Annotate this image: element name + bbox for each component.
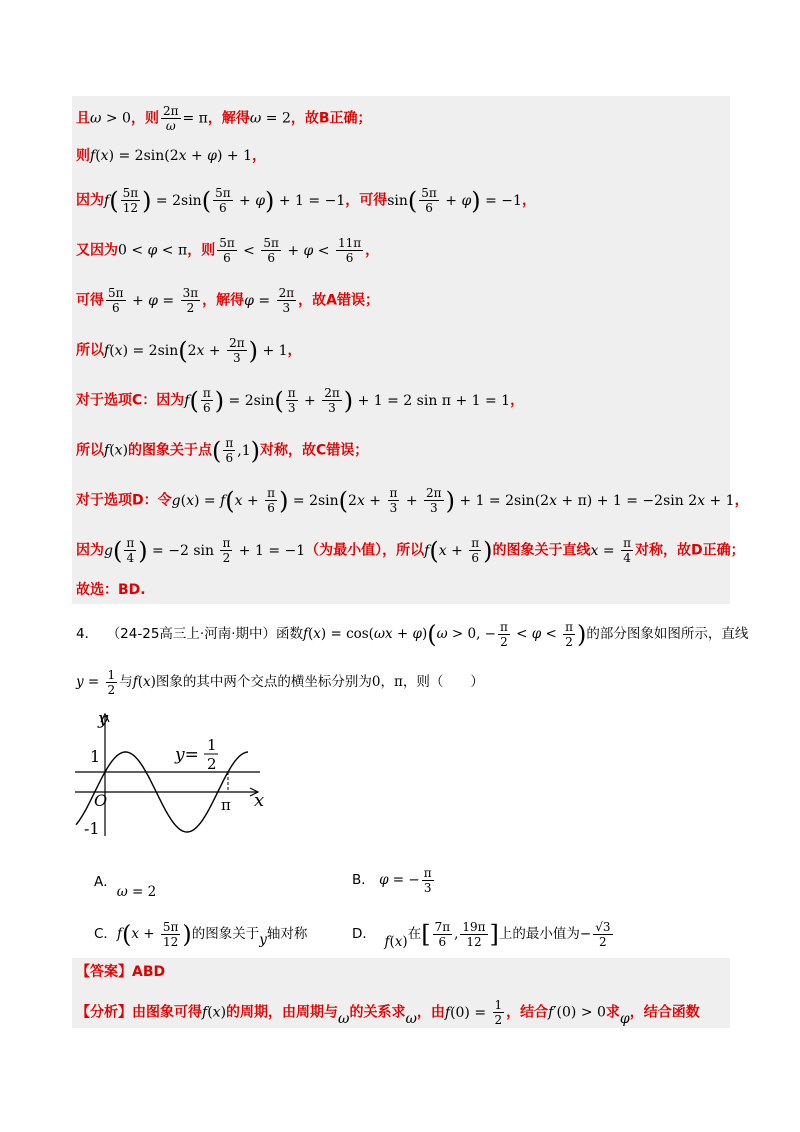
solution-line-5: 可得 $\frac{5\pi}{6}$ + φ = $\frac{3\pi}{2}$ ，解得φ = $\frac{2\pi}{3}$ ，故A错误；: [76, 286, 379, 315]
line-label-den: 2: [207, 755, 217, 773]
solution-line-1: 且ω > 0，则 $\frac{2\pi}{\omega}$ = π，解得ω = 2，故B正确；: [76, 104, 372, 133]
option-D[interactable]: D． f(x)在[ $\frac{7\pi}{6}$ , $\frac{19\pi}{12}$ ]上的最小值为− $\frac{√3}{2}$: [352, 920, 611, 950]
x-axis-label: x: [254, 790, 265, 811]
solution-line-4: 又因为0 < φ < π，则 $\frac{5\pi}{6}$ < $\frac{5\pi}{6}$ + φ < $\frac{11\pi}{6}$ ，: [76, 236, 380, 265]
solution-line-8: 所以f(x)的图象关于点( $\frac{\pi}{6}$ ,1)对称，故C错误；: [76, 436, 369, 465]
solution-line-7: 对于选项C：因为f( $\frac{\pi}{6}$ ) = 2sin( $\frac{\pi}{3}$ + $\frac{2\pi}{3}$ ) + 1 = 2 sin π + 1 = 1，: [76, 386, 525, 415]
option-A[interactable]: A．ω = 2: [94, 874, 157, 900]
origin-label: O: [94, 791, 108, 810]
solution-line-10: 因为g( $\frac{\pi}{4}$ ) = −2 sin $\frac{\pi}{2}$ + 1 = −1（为最小值），所以f(x + $\frac{\pi}{6}$ )的图象关于直线x = $\frac{\pi}{4}$ 对称，故D正确；: [76, 536, 745, 565]
tick-pi-label: π: [221, 796, 231, 814]
solution-line-3: 因为f( $\frac{5\pi}{12}$ ) = 2sin( $\frac{5\pi}{6}$ + φ) + 1 = −1，可得sin( $\frac{5\pi}{6}$ + φ) = −1，: [76, 186, 536, 215]
question-4-line-1: 4． （24-25高三上·河南·期中）函数f(x) = cos(ωx + φ)(ω > 0, − $\frac{\pi}{2}$ < φ < $\frac{\pi}{2}$ )的部分图象如图所示，直线: [76, 620, 749, 649]
y-axis-label: y: [98, 708, 109, 729]
line-label: y=: [175, 745, 199, 765]
question-4-line-2: y = $\frac{1}{2}$ 与f(x)图象的其中两个交点的横坐标分别为0，π，则（ ）: [76, 668, 484, 697]
tick-1-label: 1: [90, 747, 101, 766]
cosine-graph: [70, 706, 270, 846]
option-B[interactable]: B． φ = − $\frac{\pi}{3}$: [352, 866, 432, 895]
line-label-num: 1: [207, 736, 217, 754]
tick-neg1-label: -1: [84, 819, 100, 838]
option-C[interactable]: C．f(x + $\frac{5\pi}{12}$ )的图象关于y轴对称: [94, 920, 308, 949]
solution-line-9: 对于选项D：令g(x) = f(x + $\frac{\pi}{6}$ ) = 2sin(2x + $\frac{\pi}{3}$ + $\frac{2\pi}{3}$ ) + 1 = 2sin(2x + π) + 1 = −2sin 2x + 1，: [76, 486, 749, 515]
solution-line-11: 故选：BD.: [76, 582, 146, 598]
solution-line-6: 所以f(x) = 2sin(2x + $\frac{2\pi}{3}$ ) + 1，: [76, 336, 302, 365]
analysis-line: 【分析】由图象可得f(x)的周期，由周期与ω的关系求ω，由f(0) = $\frac{1}{2}$ ，结合f′(0) > 0求φ，结合函数: [76, 998, 700, 1027]
solution-line-2: 则f(x) = 2sin(2x + φ) + 1，: [76, 148, 266, 164]
answer-label: 【答案】ABD: [76, 964, 166, 980]
